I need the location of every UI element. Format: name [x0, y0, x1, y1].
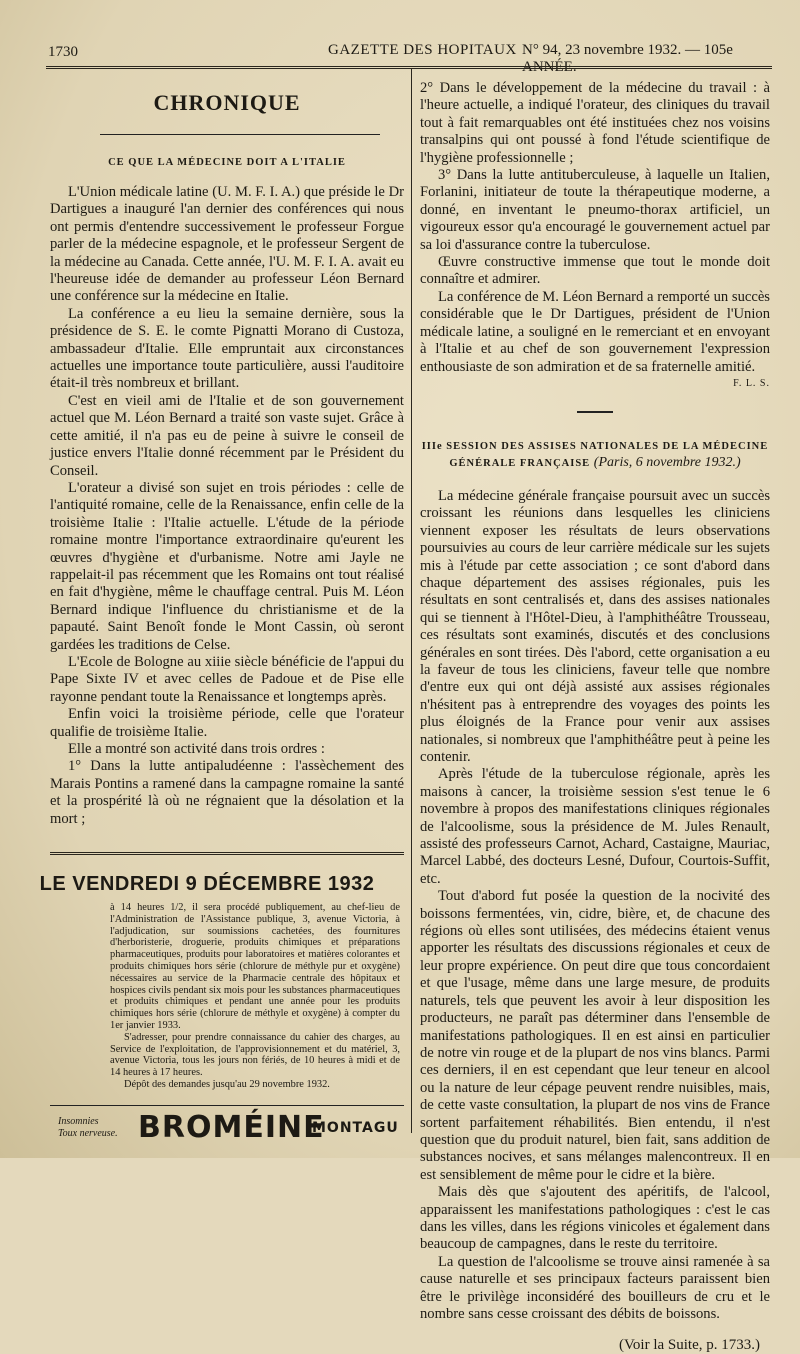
- continued-note: (Voir la Suite, p. 1733.): [619, 1337, 760, 1354]
- ad-paragraph: Dépôt des demandes jusqu'au 29 novembre 1932.: [124, 1078, 330, 1090]
- article-subtitle: CE QUE LA MÉDECINE DOIT A L'ITALIE: [108, 157, 346, 168]
- bromeine-ad: [50, 1110, 404, 1150]
- journal-title: GAZETTE DES HOPITAUX: [328, 42, 517, 58]
- paragraph: La conférence a eu lieu la semaine dernière, sous la présidence de S. E. le comte Pignatti Morano di Custoza, ambassadeur d'Italie. Elle empruntait aux circonstances actuelles une importance toute particulière, aussi l'auditoire était-il très nombreux et brillant.: [50, 305, 404, 392]
- paragraph: Elle a montré son activité dans trois ordres :: [68, 741, 325, 757]
- assises-place-date: (Paris, 6 novembre 1932.): [593, 454, 741, 470]
- paragraph: Tout d'abord fut posée la question de la nocivité des boissons fermentées, vin, cidre, bière, et, de chacune des régions où elles sont utilisées, des médecins étaient venus apporter les résultats des discussions régionales et ceux de leur propre expérience. On peut dire que tous concordaient et que l'usage, même dans une large mesure, de produits naturels, tels que peuvent les avoir à leur disposition les producteurs, ne paraît pas déterminer dans l'ensemble de manifestations pathologiques. Il en est ainsi en particulier de notre vin rouge et de la plupart de nos vins blancs. Parmi ces derniers, il en est cependant que leur teneur en alcool ou la nature de leur cépage peuvent rendre nuisibles, mais, de cette vaste consultation, la plupart de nos vins de France sortent parfaitement réhabilités. Bien entendu, il n'est question que du produit naturel, bien fait, sans addition de substances nocives, et sans mélanges malencontreux. Il en est sensiblement de même pour le cidre et la bière.: [420, 888, 770, 1183]
- ad-notice: [110, 902, 400, 1091]
- bromeine-maker: MONTAGU: [312, 1119, 399, 1136]
- section-title: CHRONIQUE: [153, 90, 301, 115]
- right-column: [420, 80, 770, 1354]
- ad-paragraph: à 14 heures 1/2, il sera procédé publiquement, au chef-lieu de l'Administration de l'Assistance publique, 3, avenue Victoria, à l'adjudication, sur soumissions cachetées, des fournitures d'herboristerie, droguerie, produits chimiques et préparations pharmaceutiques, produits pour laboratoires et matières colorantes et produits chimiques hors série (chlorure de méthyle pur et oxygène) nécessaires au service de la Pharmacie centrale des hôpitaux et hospices civils pendant six mois pour les substances pharmaceutiques et produits chimiques et pendant une année pour les produits chimiques hors série (chlorure de méthyle et oxygène) à compter du 1er janvier 1933.: [110, 902, 400, 1031]
- ad-separator: [50, 852, 404, 855]
- ad-title: LE VENDREDI 9 DÉCEMBRE 1932: [39, 873, 375, 896]
- tagline-2: Toux nerveuse.: [58, 1127, 118, 1139]
- header-rule: [46, 66, 772, 69]
- issue-date: N° 94, 23 novembre 1932. — 105e ANNÉE.: [522, 42, 733, 75]
- section-separator: [577, 411, 613, 413]
- paragraph: La conférence de M. Léon Bernard a remporté un succès considérable que le Dr Dartigues, président de l'Union médicale latine, a souligné en le remerciant et en envoyant à l'Italie et au chef de son gouvernement l'expression enthousiaste de son admiration et de sa fraternelle amitié.: [420, 288, 770, 375]
- bromeine-tagline: [58, 1116, 118, 1140]
- assises-subtitle: [420, 439, 770, 472]
- paragraph: L'Ecole de Bologne au xiiie siècle bénéficie de l'appui du Pape Sixte IV et avec celles de Padoue et de Pise elle rayonne pendant toute la Renaissance et longtemps après.: [50, 653, 404, 705]
- paragraph: 2° Dans le développement de la médecine du travail : à l'heure actuelle, a indiqué l'orateur, des cliniques du travail tout à fait remarquables ont été instituées chez nos voisins transalpins qui ont poussé à fond l'étude scientifique de l'hygiène professionnelle ;: [420, 80, 770, 166]
- ad-rule: [50, 1105, 404, 1106]
- paragraph: L'Union médicale latine (U. M. F. I. A.) que préside le Dr Dartigues a inauguré l'an dernier des conférences qui nous ont permis d'entendre successivement le professeur Forgue parler de la médecine espagnole, et le professeur Sergent de la médecine au Canada. Cette année, l'U. M. F. I. A. avait eu l'heureuse idée de demander au professeur Léon Bernard une conférence sur la médecine en Italie.: [50, 184, 404, 305]
- ad-paragraph: S'adresser, pour prendre connaissance du cahier des charges, au Service de l'exploitation, de l'approvisionnement et du matériel, 3, avenue Victoria, tous les jours non fériés, de 10 heures à midi et de 14 heures à 17 heures.: [110, 1031, 400, 1079]
- assises-heading: IIIe SESSION DES ASSISES NATIONALES DE LA MÉDECINE GÉNÉRALE FRANÇAISE: [421, 440, 769, 469]
- page-header: [48, 40, 770, 75]
- paragraph: L'orateur a divisé son sujet en trois périodes : celle de l'antiquité romaine, celle de la Renaissance, enfin celle de la troisième Italie : l'Italie actuelle. L'étude de la période romaine montre l'importance extraordinaire qu'eurent les œuvres d'hygiène et d'urbanisme. Notre ami Jayle ne rappelait-il pas récemment que les Romains ont tout réalisé en fait d'hygiène, même le chauffage central. Puis M. Léon Bernard indique l'influence du christianisme et de la papauté. Saint Benoît fonde le Mont Cassin, où seront gardées les traditions de Celse.: [50, 479, 404, 653]
- paragraph: Œuvre constructive immense que tout le monde doit connaître et admirer.: [420, 254, 770, 288]
- left-column: [39, 80, 404, 1150]
- tagline-1: Insomnies: [58, 1115, 99, 1127]
- title-rule: [100, 134, 380, 135]
- signature: F. L. S.: [733, 377, 770, 389]
- column-divider: [411, 68, 412, 1133]
- paragraph: Mais dès que s'ajoutent des apéritifs, de l'alcool, apparaissent les manifestations pathologiques : c'est le cas dans les villes, dans les régions vinicoles et également dans beaucoup de campagnes, dans le reste du territoire.: [420, 1184, 770, 1253]
- paragraph: 3° Dans la lutte antituberculeuse, à laquelle un Italien, Forlanini, initiateur de toute la thérapeutique moderne, a donné, en inventant le pneumo-thorax artificiel, un vigoureux essor qu'a encouragé le gouvernement actuel par sa loi d'assurance contre la tuberculose.: [420, 167, 770, 253]
- page-number: 1730: [48, 44, 78, 60]
- paragraph: C'est en vieil ami de l'Italie et de son gouvernement actuel que M. Léon Bernard a traité son vaste sujet. Grâce à cette amitié, il n'a pas eu de peine à suivre le conseil de justice envers l'Italie donné récemment par le Président du Conseil.: [50, 392, 404, 479]
- paragraph: Enfin voici la troisième période, celle que l'orateur qualifie de troisième Italie.: [50, 706, 404, 740]
- paragraph: La question de l'alcoolisme se trouve ainsi ramenée à sa cause naturelle et ses principaux facteurs paraissent bien être le privilège inconsidéré des bouilleurs de cru et le nombre sans cesse croissant des débits de boissons.: [420, 1253, 770, 1322]
- bromeine-brand: BROMÉINE: [138, 1109, 325, 1145]
- paragraph: 1° Dans la lutte antipaludéenne : l'assèchement des Marais Pontins a ramené dans la campagne romaine la santé et la prospérité là où ne régnaient que la désolation et la mort ;: [50, 758, 404, 827]
- paragraph: Après l'étude de la tuberculose régionale, après les maisons à cancer, la troisième session s'est tenue le 6 novembre à propos des manifestations cliniques régionales de l'alcoolisme, sous la présidence de M. Jules Renault, assisté des professeurs Carnot, Achard, Castaigne, Mauriac, Marcel Labbé, des docteurs Lesné, Dufour, Courtois-Suffit, etc.: [420, 766, 770, 887]
- paragraph: La médecine générale française poursuit avec un succès croissant les réunions dans lesquelles les cliniciens viennent exposer les résultats de leurs observations poursuivies au cours de leur carrière médicale sur les sujets mis à l'étude par cette association ; ce sont d'abord dans chaque département des assises régionales, puis les résultats en sont centralisés et, dans des assises nationales qui se tiennent à l'Hôtel-Dieu, à l'amphithéâtre Trousseau, ces résultats sont examinés, discutés et des conclusions générales en sont tirées. Dès l'abord, cette organisation a eu la faveur de tous les cliniciens, faveur telle que nombre d'entre eux qui ont déjà assisté aux assises régionales n'hésitent pas à entreprendre des voyages des points les plus éloignés de la France pour venir aux assises nationales, si nombreux que l'amphithéâtre peut à peine les contenir.: [420, 487, 770, 765]
